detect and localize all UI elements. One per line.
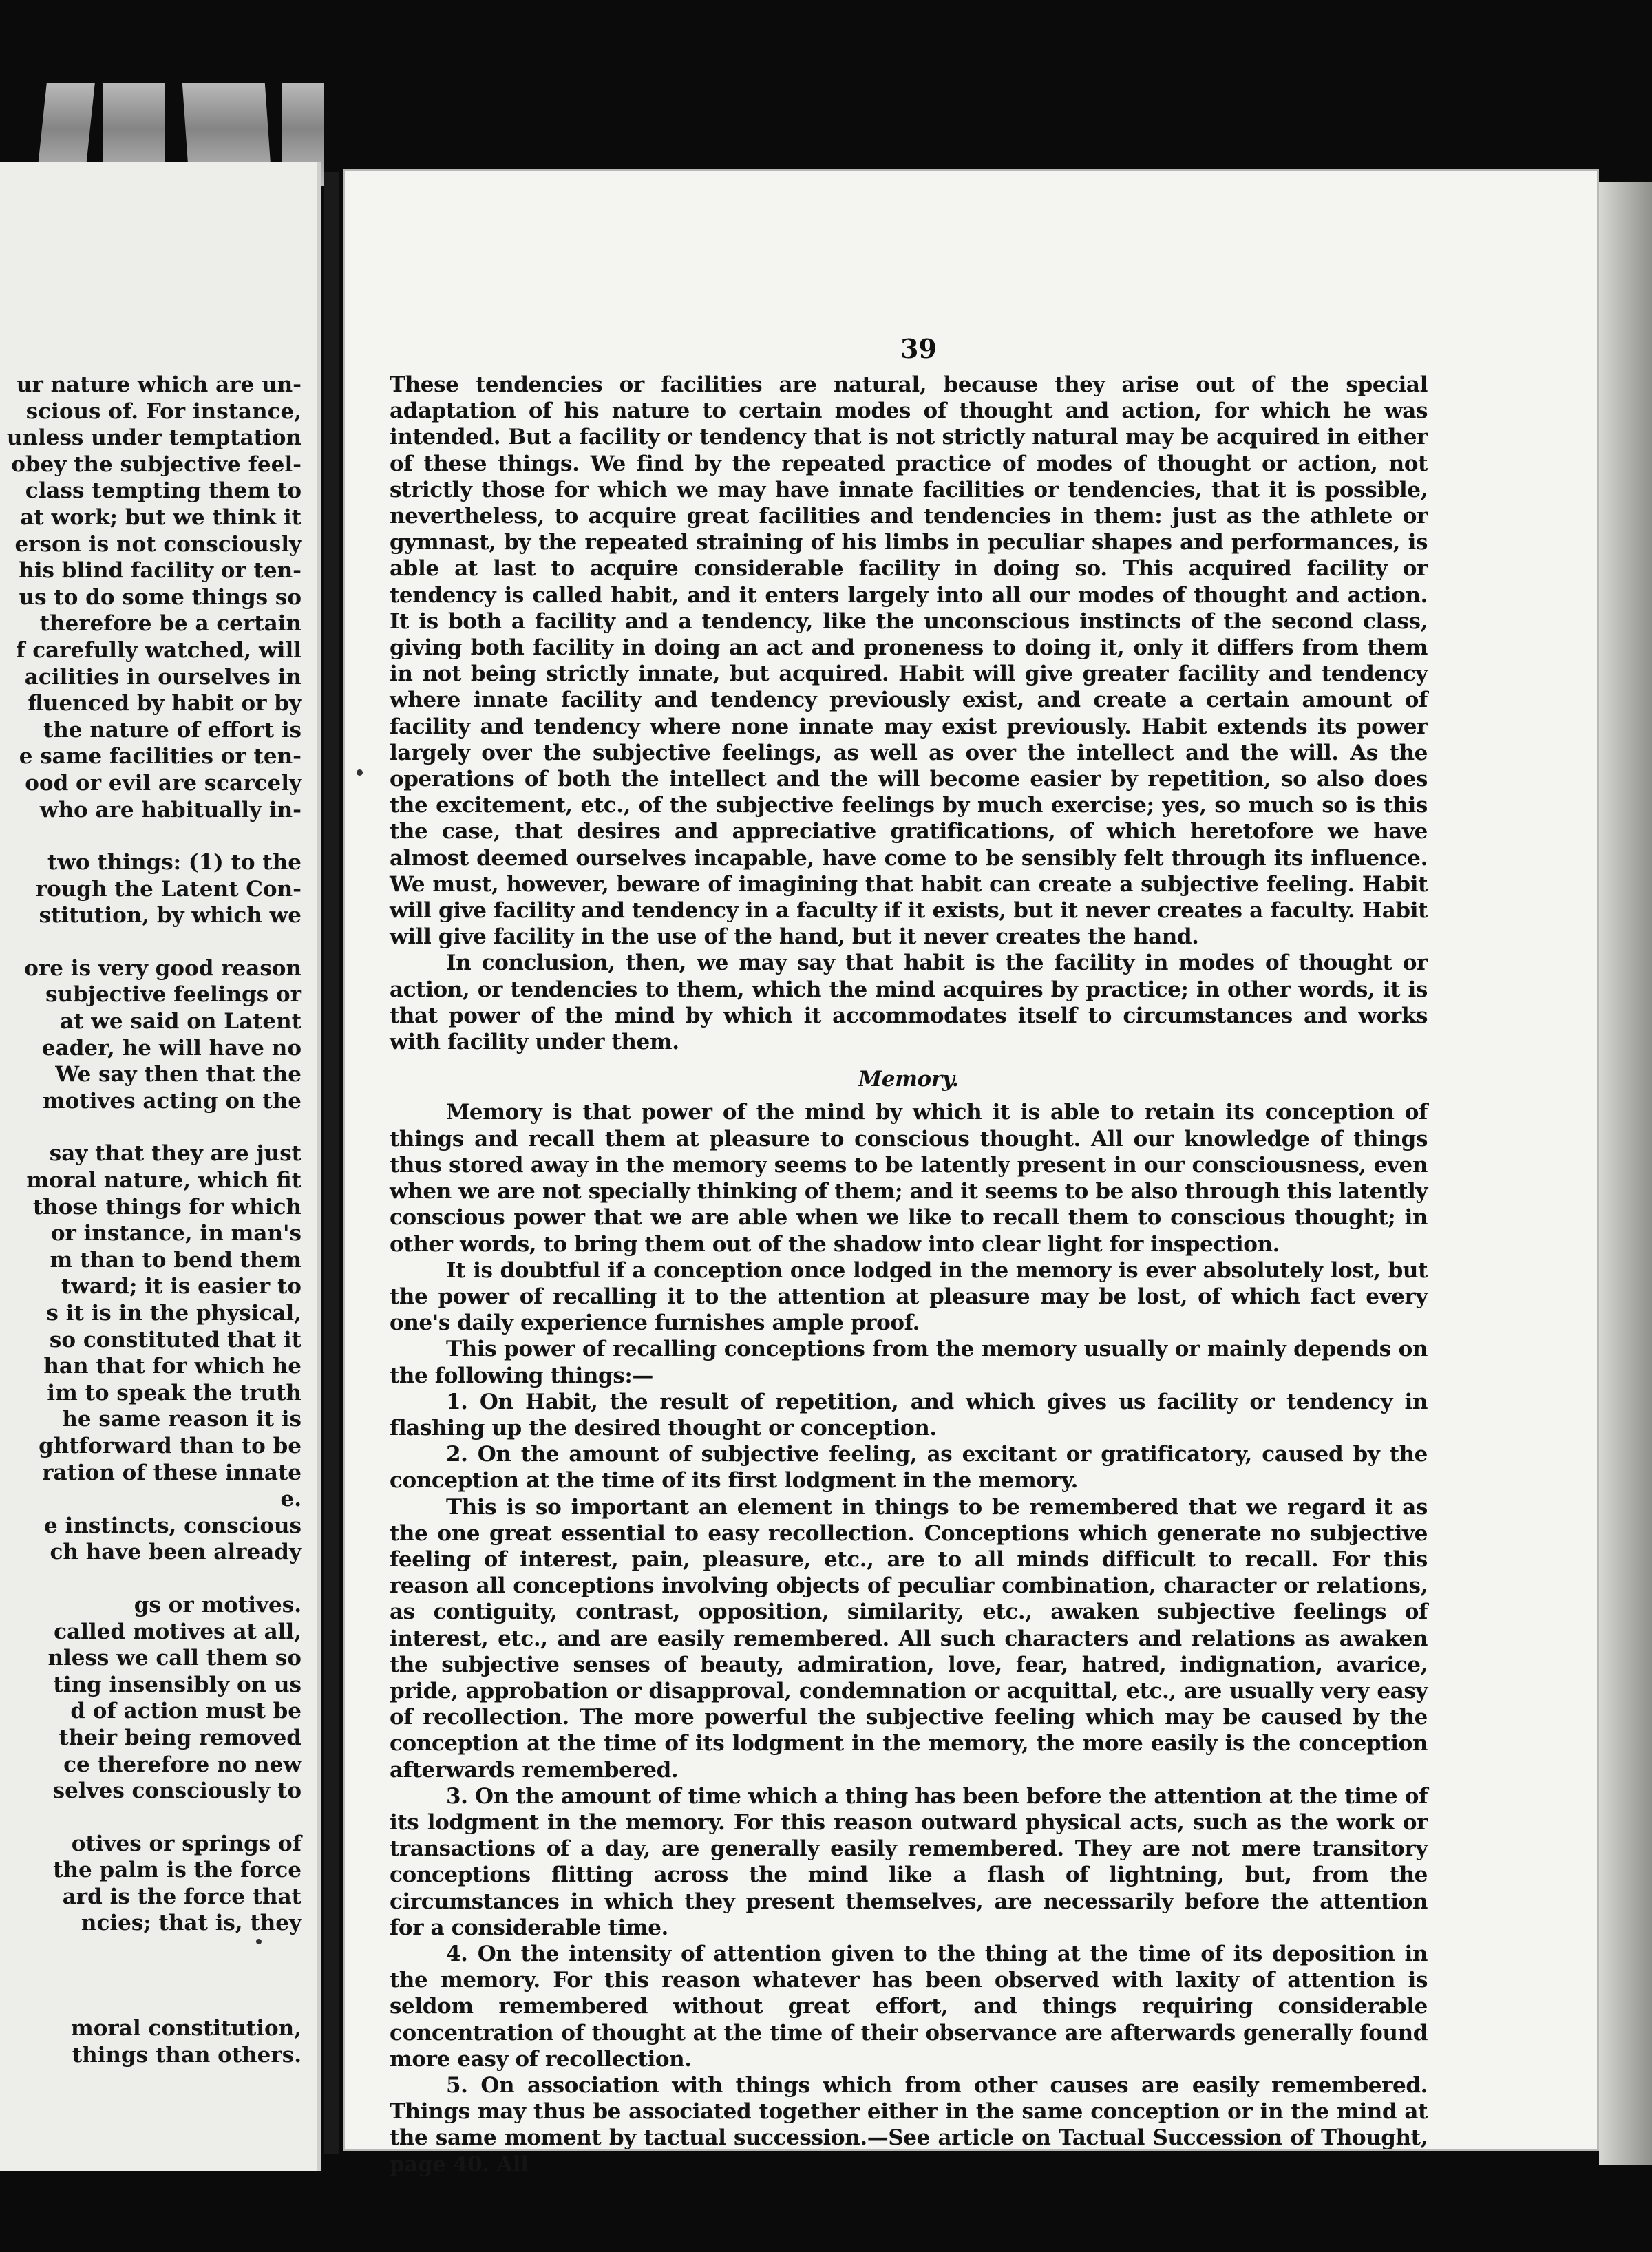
left-page-text-line: moral constitution, xyxy=(70,2016,301,2041)
left-page-text-line: say that they are just xyxy=(49,1141,301,1167)
left-page-text-line: im to speak the truth xyxy=(47,1380,301,1405)
left-page-blank-line xyxy=(0,1989,301,2015)
left-page-text-line: eader, he will have no xyxy=(41,1035,301,1061)
list-item-association: 5. On association with things which from other causes are easily remembered. Things may thus be associated together either in the same conception or in the mind at the same moment by tactual succession.—See article on Tactual Succession of Thought, page 40. All xyxy=(390,2073,1428,2177)
left-page-text-line: e instincts, conscious xyxy=(43,1513,301,1538)
left-page-text-line: han that for which he xyxy=(43,1354,301,1379)
left-page-blank-line xyxy=(0,929,301,955)
left-page-text-line: us to do some things so xyxy=(19,584,301,610)
left-page-text-line: ard is the force that xyxy=(62,1884,301,1909)
left-page-text-line: ncies; that is, they xyxy=(81,1911,301,1936)
left-page-text-line: subjective feelings or xyxy=(45,982,301,1008)
paragraph-habit-conclusion: In conclusion, then, we may say that habit is the facility in modes of thought or action, or tendencies to them, which the mind acquires by practice; in other words, it is that power of the mind by which it accommodates itself to circumstances and works with facility under them. xyxy=(390,950,1428,1055)
left-page-text-line: stitution, by which we xyxy=(39,903,301,928)
left-page-text-line: scious of. For instance, xyxy=(25,399,301,424)
paragraph-memory-loss: It is doubtful if a conception once lodged in the memory is ever absolutely lost, but the power of recalling it to the attention at pleasure may be lost, of which fact every one's daily experience furnishes ample proof. xyxy=(390,1257,1428,1336)
left-page-text-line: gs or motives. xyxy=(134,1592,301,1617)
paragraph-recall-intro: This power of recalling conceptions from the memory usually or mainly depends on the following things:— xyxy=(390,1337,1428,1388)
list-item-subjective-feeling: 2. On the amount of subjective feeling, as excitant or gratificatory, caused by the conception at the time of its first lodgment in the memory. xyxy=(390,1442,1428,1494)
book-gutter xyxy=(324,172,339,2154)
left-page-text-line: erson is not consciously xyxy=(14,531,301,557)
left-page-text-line: f carefully watched, will xyxy=(16,637,301,663)
left-page-text-line: those things for which xyxy=(32,1194,301,1220)
left-page-text-line: the nature of effort is xyxy=(43,717,301,743)
left-page-text-line: things than others. xyxy=(72,2042,301,2068)
left-page-text-line: ur nature which are un- xyxy=(16,372,301,397)
left-page-text-line: fluenced by habit or by xyxy=(28,691,301,716)
left-page-text-line: s it is in the physical, xyxy=(46,1301,301,1326)
left-page-blank-line xyxy=(0,1114,301,1140)
left-page-text-line: motives acting on the xyxy=(42,1088,301,1114)
left-page-text-line: otives or springs of xyxy=(71,1831,301,1856)
left-page-text-line: ration of these innate xyxy=(42,1460,301,1485)
list-item-time: 3. On the amount of time which a thing has been before the attention at the time of its lodgment in the memory. For this reason outward physical acts, such as the work or transactions of a day, are generally easily remembered. They are not mere transitory conceptions flitting across the mind like a flash of lightning, but, from the circumstances in which they present themselves, are necessarily before the attention for a considerable time. xyxy=(390,1783,1428,1940)
left-page-text-line: at we said on Latent xyxy=(60,1009,301,1034)
left-page-text-line: or instance, in man's xyxy=(50,1221,301,1246)
left-page-text-line: so constituted that it xyxy=(49,1327,301,1352)
paragraph-essential-recollection: This is so important an element in things to be remembered that we regard it as the one great essential to easy recollection. Conceptions which generate no subjective feeling of interest, pain, pleasure, etc., are to all minds difficult to recall. For this reason all conceptions involving objects of peculiar combination, character or relations, as contiguity, contrast, opposition, similarity, etc., awaken subjective feelings of interest, etc., and are easily remembered. All such characters and relations as awaken the subjective senses of beauty, admiration, love, fear, hatred, indignation, avarice, pride, approbation or disapproval, condemnation or acquittal, etc., are usually very easy of recollection. The more powerful the subjective feeling which may be caused by the conception at the time of its lodgment in the memory, the more easily is the conception afterwards remembered. xyxy=(390,1494,1428,1783)
paragraph-memory-definition: Memory is that power of the mind by which it is able to retain its conception of things and recall them at pleasure to conscious thought. All our knowledge of things thus stored away in the memory seems to be latently present in our consciousness, even when we are not specially thinking of them; and it seems to be also through this latently conscious power that we are able when we like to recall them to conscious thought; in other words, to bring them out of the shadow into clear light for inspection. xyxy=(390,1100,1428,1257)
left-page-text-line: who are habitually in- xyxy=(39,797,301,822)
left-page-blank-line xyxy=(0,1805,301,1831)
left-page-text-line: class tempting them to xyxy=(25,478,301,504)
left-page-text-line: selves consciously to xyxy=(52,1778,301,1804)
left-page-text-line: ood or evil are scarcely xyxy=(25,770,301,796)
page-body-text xyxy=(390,372,1428,2178)
left-page-text-line: nless we call them so xyxy=(47,1646,301,1671)
left-page-text-line: ch have been already xyxy=(50,1540,301,1565)
paragraph-habit-facilities: These tendencies or facilities are natural, because they arise out of the special adaptation of his nature to certain modes of thought and action, for which he was intended. But a facility or tendency that is not strictly natural may be acquired in either of these things. We find by the repeated practice of modes of thought or action, not strictly those for which we may have innate facilities or tendencies, that it is possible, nevertheless, to acquire great facilities and tendencies in them: just as the athlete or gymnast, by the repeated straining of his limbs in peculiar shapes and performances, is able at last to acquire considerable facility in doing so. This acquired facility or tendency is called habit, and it enters largely into all our modes of thought and action. It is both a facility and a tendency, like the unconscious instincts of the second class, giving both facility in doing an act and proneness to doing it, only it differs from them in not being strictly innate, but acquired. Habit will give greater facility and tendency where innate facility and tendency previously exist, and create a certain amount of facility and tendency where none innate may exist previously. Habit extends its power largely over the subjective feelings, as well as over the intellect and the will. As the operations of both the intellect and the will become easier by repetition, so also does the excitement, etc., of the subjective feelings by much exercise; yes, so much so is this the case, that desires and appreciative gratifications, of which heretofore we have almost deemed ourselves incapable, have come to be sensibly felt through its influence. We must, however, beware of imagining that habit can create a subjective feeling. Habit will give facility and tendency in a faculty if it exists, but it never creates a faculty. Habit will give facility in the use of the hand, but it never creates the hand. xyxy=(390,372,1428,950)
left-page-text-line: the palm is the force xyxy=(53,1858,301,1883)
left-page-text-line: rough the Latent Con- xyxy=(35,876,301,902)
left-page-text-line: his blind facility or ten- xyxy=(19,558,301,584)
left-page-text-line: moral nature, which fit xyxy=(26,1168,301,1193)
left-page-text-line: ce therefore no new xyxy=(63,1752,301,1777)
left-page-text-line: e. xyxy=(280,1487,301,1512)
left-facing-page xyxy=(0,162,321,2171)
left-page-text-line: ore is very good reason xyxy=(24,955,301,981)
left-page-text-line: at work; but we think it xyxy=(20,504,301,530)
left-page-text-line: two things: (1) to the xyxy=(47,850,301,875)
left-page-text-line: d of action must be xyxy=(70,1699,301,1724)
left-page-text-line: m than to bend them xyxy=(50,1247,301,1273)
left-page-text-line: therefore be a certain xyxy=(39,611,301,637)
left-page-text-line: their being removed xyxy=(59,1725,301,1750)
left-page-text-line: obey the subjective feel- xyxy=(11,452,301,477)
left-page-text-line: acilities in ourselves in xyxy=(24,664,301,690)
left-page-text-line: unless under temptation xyxy=(6,425,301,451)
section-heading-memory: Memory. xyxy=(858,1067,960,1092)
page-number: 39 xyxy=(900,333,937,364)
scan-speck xyxy=(357,769,363,776)
left-page-blank-line xyxy=(0,823,301,849)
left-page-text-line: ting insensibly on us xyxy=(53,1672,301,1697)
left-page-text-line: called motives at all, xyxy=(54,1619,301,1644)
left-page-text-line: We say then that the xyxy=(55,1062,301,1087)
left-page-text-line: ghtforward than to be xyxy=(39,1433,301,1458)
left-page-text-line: he same reason it is xyxy=(62,1407,301,1432)
left-page-blank-line xyxy=(0,1963,301,1989)
scan-speck xyxy=(256,1939,262,1944)
list-item-attention: 4. On the intensity of attention given to the thing at the time of its deposition in the memory. For this reason whatever has been observed with laxity of attention is seldom remembered without great effort, and things requiring considerable concentration of thought at the time of their observance are afterwards generally found more easy of recollection. xyxy=(390,1941,1428,2072)
list-item-habit: 1. On Habit, the result of repetition, and which gives us facility or tendency in flashing up the desired thought or conception. xyxy=(390,1389,1428,1441)
left-page-text-line: e same facilities or ten- xyxy=(19,744,301,769)
left-page-text-line: tward; it is easier to xyxy=(61,1274,301,1299)
left-page-text-column xyxy=(0,372,301,2068)
left-page-blank-line xyxy=(0,1566,301,1592)
